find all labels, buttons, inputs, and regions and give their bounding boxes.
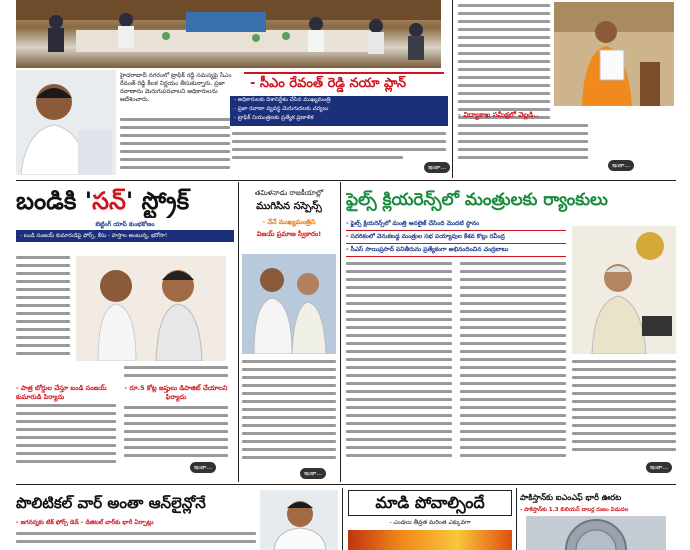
vijay-photo	[242, 254, 336, 354]
heat-photo	[348, 530, 512, 550]
section-divider	[16, 180, 676, 181]
meeting-photo	[16, 0, 441, 68]
politics-sub: - జగనన్నకు టిక్ ఫోర్స్ డెడ్ - డిజిటల్ వార్‌కు భారీ ఏర్పాట్లు	[16, 519, 154, 526]
bandi-sub1: బెట్టింగ్ యాప్ కుంభకోణం	[95, 221, 155, 228]
top-story-lead: హైదరాబాద్ నగరంలో ట్రాఫిక్ రద్దీ సమస్యపై సీఎం రేవంత్ రెడ్డి కీలక నిర్ణయం తీసుకున్నారు. ప్రజా రవాణాను మెరుగుపరచాలని అధికారులను ఆదేశించారు.	[120, 72, 232, 103]
suspense-sub2: విజయ్ ప్రమాణ స్వీకారం!	[256, 230, 322, 238]
top-story-body-2	[232, 132, 446, 164]
read-more-button[interactable]: ఇంకా...	[646, 462, 672, 473]
bandi-sub2: - బండి సంజయ్ కుమారుడిపై ఫోర్స్, కేసు - హస్తాల అంటున్న, భరోసా!	[16, 230, 234, 242]
column-divider	[342, 488, 343, 550]
read-more-button[interactable]: ఇంకా...	[608, 160, 634, 171]
column-divider	[516, 488, 517, 550]
speaker-photo	[554, 2, 674, 106]
top-story-body	[120, 118, 230, 174]
top-story-headline: - సీఎం రేవంత్ రెడ్డి నయా ప్లాన్	[250, 76, 407, 91]
suspense-sub1: - నేనే ముఖ్యమంత్రిని	[262, 218, 316, 226]
column-divider	[238, 182, 239, 482]
politics-headline: పొలిటికల్ వార్ అంతా ఆన్‌లైన్లోనే	[16, 494, 206, 512]
files-bullet: - ఫైల్స్ క్లియరెన్స్‌లో మంత్రి ఆనలైజ్ చేసింది మొదటి స్థానం	[346, 218, 566, 231]
naidu-photo	[572, 226, 676, 354]
top-story-bullet: - ప్రజా రవాణా వ్యవస్థ మెరుగుదలకు చర్యలు	[234, 106, 329, 112]
cm-portrait	[16, 70, 116, 175]
files-headline: ఫైల్స్ క్లియరెన్స్‌లో మంత్రులకు ర్యాంకులు	[346, 190, 608, 210]
read-more-button[interactable]: ఇంకా...	[190, 462, 216, 473]
bandi-headline-c: ' స్ట్రోక్	[125, 187, 190, 215]
pakistan-headline: పాకిస్తాన్‌కు ఐఎంఎఫ్ భారీ ఊరట	[520, 493, 622, 502]
files-body-1	[346, 262, 452, 462]
bandi-headline-b: సన్	[92, 187, 126, 215]
madi-sub: - ఎండలు తీవ్రత మరింత ఎక్కువగా	[389, 519, 471, 526]
column-divider	[452, 0, 453, 178]
right-top-body	[458, 4, 550, 124]
files-bullet: - సీఎస్ సాయిప్రసాద్ పనితీరును ప్రత్యేకంగా అభినందించిన చంద్రబాబు	[346, 244, 566, 257]
suspense-headline: ముగిసిన సస్పెన్స్	[256, 201, 322, 212]
section-divider	[16, 484, 676, 485]
politics-body	[16, 532, 256, 548]
imf-seal-photo	[526, 516, 666, 550]
column-divider	[340, 182, 341, 482]
bandi-body-bottom-right	[124, 406, 228, 462]
bandi-body-mid	[124, 366, 228, 382]
top-story-headline-bar	[244, 72, 444, 94]
suspense-kicker: తమిళనాడు రాజకీయాల్లో	[254, 189, 324, 197]
meeting-scene	[16, 0, 441, 68]
bandi-body-bottom-left	[16, 404, 116, 468]
top-story-bullets	[230, 96, 448, 126]
right-top-caption: - విద్యాశాఖ సమీక్షలో వెల్లడి..	[458, 111, 539, 119]
bandi-kicker: - పాత్ర బోర్డుల చేస్తూ బండి సంజయ్ కుమారుడి పిర్యాదు	[16, 384, 107, 401]
files-bullet: - సదరికంలో వెనుకబడ్డ మంత్రుల సభ పయ్యావుల కేశవ కొల్లు రవీంద్ర	[346, 231, 566, 244]
jagan-photo	[260, 490, 338, 550]
files-bullets	[346, 218, 566, 257]
top-story-bullet: - ట్రాఫిక్ నియంత్రణకు ప్రత్యేక ప్రణాళిక	[234, 115, 314, 121]
files-body-3	[572, 360, 676, 456]
read-more-button[interactable]: ఇంకా...	[424, 162, 450, 173]
madi-headline: మాడి పోవాల్సిందే	[348, 490, 512, 516]
bandi-headline-a: బండికి '	[16, 187, 93, 215]
bandi-headline	[16, 184, 236, 218]
suspense-body	[242, 360, 336, 464]
bandi-photo	[76, 256, 226, 361]
read-more-button[interactable]: ఇంకా...	[300, 468, 326, 479]
files-body-2	[460, 262, 566, 462]
bandi-pullquote: - రూ.5 కోట్ల జప్తులు డిపాజిట్ చేయాలని ఫిర్యాదు	[124, 384, 228, 401]
bandi-body-left	[16, 256, 70, 360]
top-story-bullet: - అధికారులకు దిశానిర్దేశం చేసిన ముఖ్యమంత్రి	[234, 97, 331, 103]
right-top-body-2	[458, 124, 588, 164]
pakistan-sub: - పాకిస్తాన్‌కు 1.3 బిలియన్ డాలర్ల రుణం విడుదల	[520, 507, 629, 513]
